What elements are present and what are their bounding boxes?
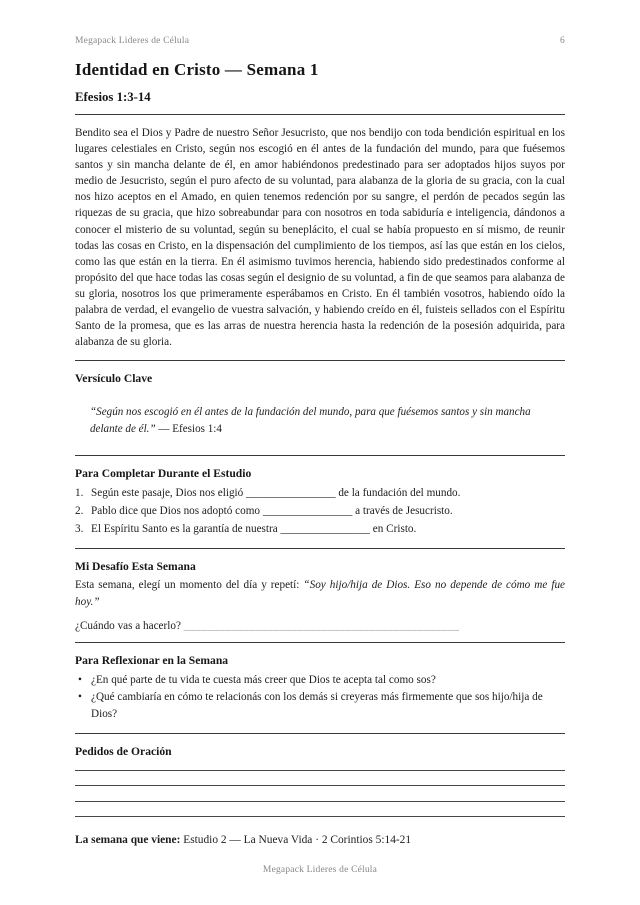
divider-after-passage — [75, 360, 565, 361]
reflection-list — [75, 672, 565, 722]
section-heading-prayer: Pedidos de Oración — [75, 744, 172, 758]
section-heading-challenge: Mi Desafío Esta Semana — [75, 560, 196, 574]
reflection-question: ¿En qué parte de tu vida te cuesta más creer que Dios te acepta tal como sos? — [91, 674, 436, 687]
next-week-line — [75, 834, 565, 846]
divider-before-reflection — [75, 642, 565, 643]
section-heading-key-verse: Versículo Clave — [75, 372, 153, 386]
key-verse-reference: — Efesios 1:4 — [158, 423, 222, 436]
item-number: 1. — [75, 487, 84, 500]
section-heading-reflection: Para Reflexionar en la Semana — [75, 654, 229, 668]
answer-blank: ______________________________________________ — [183, 620, 460, 633]
page-header — [75, 36, 565, 46]
challenge-question: ¿Cuándo vas a hacerlo? — [75, 620, 181, 633]
challenge-question-line — [75, 620, 565, 632]
item-text: Pablo dice que Dios nos adoptó como ________________ a través de Jesucristo. — [91, 504, 453, 517]
reflection-item — [75, 672, 565, 689]
item-number: 3. — [75, 522, 84, 535]
writing-line — [75, 785, 565, 786]
fill-in-item — [75, 521, 565, 539]
key-verse-text: “Según nos escogió en él antes de la fundación del mundo, para que fuésemos santos y sin mancha delante de él.” — [90, 406, 531, 436]
fill-in-item — [75, 503, 565, 521]
next-week-text: Estudio 2 — La Nueva Vida · 2 Corintios 5:14-21 — [183, 834, 412, 847]
divider-under-subtitle — [75, 114, 565, 115]
writing-line — [75, 770, 565, 771]
item-text: El Espíritu Santo es la garantía de nuestra ________________ en Cristo. — [91, 522, 417, 535]
writing-line — [75, 816, 565, 817]
challenge-intro: Esta semana, elegí un momento del día y repetí: — [75, 579, 300, 592]
reflection-question: ¿Qué cambiaría en cómo te relacionás con los demás si creyeras más firmemente que sos hijo/hija de Dios? — [91, 691, 543, 720]
scripture-passage: Bendito sea el Dios y Padre de nuestro Señor Jesucristo, que nos bendijo con toda bendición espiritual en los lugares celestiales en Cristo, según nos escogió en él antes de la fundación del mundo, para que fuésemos santos y sin mancha delante de él, en amor habiéndonos predestinado para ser adoptados hijos suyos por medio de Jesucristo, según el puro afecto de su voluntad, para alabanza de la gloria de su gracia, con la cual nos hizo aceptos en el Amado, en quien tenemos redención por su sangre, el perdón de pecados según las riquezas de su gracia, que hizo sobreabundar para con nosotros en toda sabiduría e inteligencia, dándonos a conocer el misterio de su voluntad, según su beneplácito, el cual se había propuesto en sí mismo, de reunir todas las cosas en Cristo, en la dispensación del cumplimiento de los tiempos, así las que están en los cielos, como las que están en la tierra. En él asimismo tuvimos herencia, habiendo sido predestinados conforme al propósito del que hace todas las cosas según el designio de su voluntad, a fin de que seamos para alabanza de su gloria, nosotros los que primeramente esperábamos en Cristo. En él también vosotros, habiendo oído la palabra de verdad, el evangelio de vuestra salvación, y habiendo creído en él, fuisteis sellados con el Espíritu Santo de la promesa, que es las arras de nuestra herencia hasta la redención de la posesión adquirida, para alabanza de su gloria. — [75, 127, 565, 349]
next-week-label: La semana que viene: — [75, 834, 181, 847]
page-title: Identidad en Cristo — Semana 1 — [75, 60, 319, 79]
key-verse-quote — [75, 404, 565, 438]
item-number: 2. — [75, 504, 84, 517]
challenge-mantra: “Soy hijo/hija de Dios. Eso no depende de cómo me fue hoy.” — [75, 579, 566, 608]
reflection-item — [75, 689, 565, 723]
page-number: 6 — [560, 36, 565, 46]
fill-in-item — [75, 485, 565, 503]
passage-reference: Efesios 1:3-14 — [75, 90, 151, 104]
item-text: Según este pasaje, Dios nos eligió ________________ de la fundación del mundo. — [91, 487, 461, 500]
page-footer: Megapack Lideres de Célula — [262, 865, 378, 875]
header-booklet-title: Megapack Lideres de Célula — [75, 36, 190, 46]
divider-before-prayer — [75, 733, 565, 734]
writing-line — [75, 801, 565, 802]
challenge-text — [75, 577, 565, 610]
section-heading-fill-in: Para Completar Durante el Estudio — [75, 467, 252, 481]
fill-in-list — [75, 485, 565, 538]
divider-before-challenge — [75, 548, 565, 549]
divider-before-fill-in — [75, 455, 565, 456]
